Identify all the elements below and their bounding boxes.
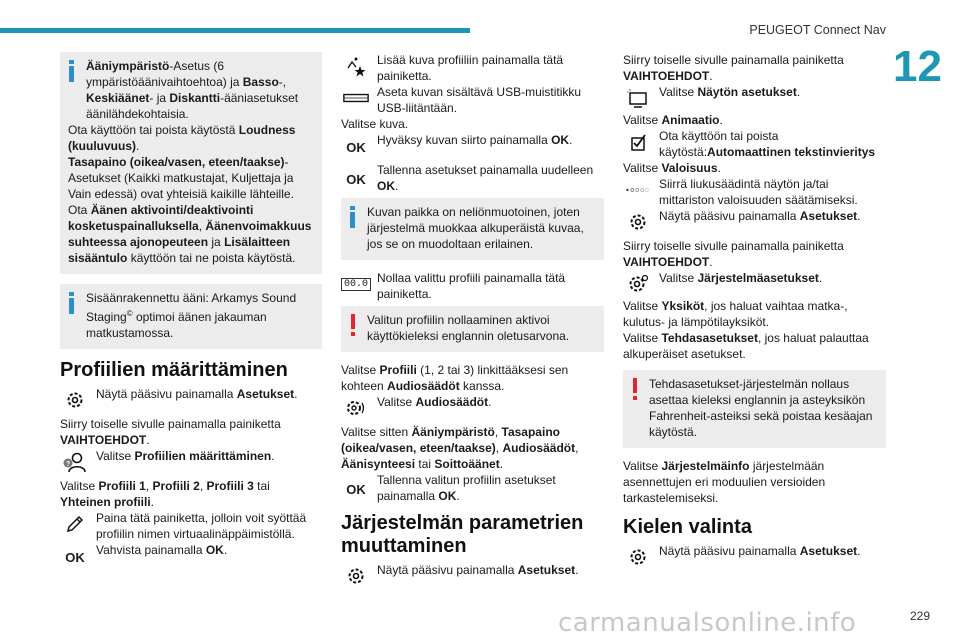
column-3	[623, 52, 886, 565]
info-paragraph: Ota käyttöön tai poista käytöstä Loudness (kuuluvuus).	[68, 123, 296, 153]
step-text: Lisää kuva profiiliin painamalla tätä painiketta.	[377, 53, 564, 83]
info-paragraph: Ota Äänen aktivointi/deaktivointi kosketuspainalluksella, Äänenvoimakkuus suhteessa ajonopeuteen ja Lisälaitteen sisääntulo käyttöön tai ne poista käytöstä.	[68, 203, 312, 265]
paragraph: Siirry toiselle sivulle painamalla painiketta VAIHTOEHDOT.	[623, 239, 844, 269]
info-icon	[69, 292, 74, 314]
step-row	[341, 162, 604, 194]
warning-paragraph: Tehdasasetukset-järjestelmän nollaus asettaa kieleksi englannin ja asteyksikön Fahrenheit-asteiksi sekä poistaa kesäajan käytöstä.	[649, 377, 873, 439]
monitor-icon	[625, 86, 651, 110]
reset-counter-icon	[343, 272, 369, 296]
info-icon	[350, 206, 355, 228]
step-text: Siirrä liukusäädintä näytön ja/tai mittariston valoisuuden säätämiseksi.	[659, 177, 858, 207]
step-text: Paina tätä painiketta, jolloin voit syöttää profiilin nimen virtuaalinäppäimistöllä.	[96, 511, 307, 541]
step-row	[341, 562, 604, 584]
step-row	[623, 270, 886, 298]
step-row	[623, 128, 886, 160]
info-paragraph: Tasapaino (oikea/vasen, eteen/taakse)-Asetukset (Kaikki matkustajat, Kuljettaja ja Vain edessä) ovat yhteisiä kaikille lähteille.	[68, 155, 294, 201]
reset-counter-label: 00.0	[341, 278, 371, 291]
pencil-icon	[62, 512, 88, 536]
section-title-system: Järjestelmän parametrien muuttaminen	[341, 512, 584, 557]
step-row	[341, 394, 604, 416]
paragraph: Valitse kuva.	[341, 117, 409, 131]
step-text: Aseta kuvan sisältävä USB-muistitikku USB-liitäntään.	[377, 85, 582, 115]
svg-text:?: ?	[66, 461, 71, 468]
step-text: Tallenna asetukset painamalla uudelleen OK.	[377, 163, 594, 193]
step-row	[623, 176, 886, 208]
paragraph: Valitse Animaatio.	[623, 113, 723, 127]
gear-icon	[62, 388, 88, 412]
paragraph: Valitse Valoisuus.	[623, 161, 721, 175]
profile-icon	[62, 450, 88, 474]
step-text: Valitse Järjestelmäasetukset.	[659, 271, 823, 285]
step-row	[60, 542, 322, 564]
paragraph: Valitse Profiili 1, Profiili 2, Profiili 3 tai Yhteinen profiili.	[60, 479, 270, 509]
step-text: Näytä pääsivu painamalla Asetukset.	[96, 387, 298, 401]
step-row	[341, 132, 604, 162]
warning-paragraph: Valitun profiilin nollaaminen aktivoi käyttökieleksi englannin oletusarvona.	[367, 313, 570, 343]
gear-system-icon	[625, 272, 651, 296]
step-text: Tallenna valitun profiilin asetukset painamalla OK.	[377, 473, 556, 503]
info-box-image	[341, 198, 604, 260]
paragraph: Valitse sitten Ääniympäristö, Tasapaino (oikea/vasen, eteen/taakse), Audiosäädöt, Äänisynteesi tai Soittoäänet.	[341, 425, 579, 471]
watermark: carmanualsonline.info	[558, 608, 857, 638]
warning-icon	[351, 314, 355, 336]
section-title-language: Kielen valinta	[623, 516, 752, 538]
step-row	[60, 448, 322, 470]
step-row	[60, 386, 322, 408]
image-star-icon	[343, 54, 369, 78]
step-row	[623, 84, 886, 112]
info-box-arkamys	[60, 284, 322, 349]
paragraph: Valitse Yksiköt, jos haluat vaihtaa matka-, kulutus- ja lämpötilayksiköt.	[623, 299, 848, 329]
step-row	[341, 52, 604, 84]
ok-label: OK	[346, 482, 366, 497]
column-2	[341, 52, 604, 584]
step-row	[341, 270, 604, 302]
gear-icon	[625, 210, 651, 234]
paragraph: Valitse Profiili (1, 2 tai 3) linkittääksesi sen kohteen Audiosäädöt kanssa.	[341, 363, 569, 393]
info-box-sound	[60, 52, 322, 274]
gear-audio-icon	[343, 396, 369, 420]
info-paragraph: Kuvan paikka on neliönmuotoinen, joten järjestelmä muokkaa alkuperäistä kuvaa, jos se on muodoltaan erilainen.	[367, 205, 584, 251]
step-text: Hyväksy kuvan siirto painamalla OK.	[377, 133, 573, 147]
section-title-profiles: Profiilien määrittäminen	[60, 359, 288, 381]
ok-label: OK	[346, 140, 366, 155]
step-text: Nollaa valittu profiili painamalla tätä painiketta.	[377, 271, 566, 301]
step-row	[623, 543, 886, 565]
paragraph: Valitse Tehdasasetukset, jos haluat palauttaa alkuperäiset asetukset.	[623, 331, 869, 361]
step-text: Näytä pääsivu painamalla Asetukset.	[659, 544, 861, 558]
warning-icon	[633, 378, 637, 400]
paragraph: Valitse Järjestelmäinfo järjestelmään asennettujen eri moduulien versioiden tarkastelemiseksi.	[623, 459, 826, 505]
header-accent-bar	[0, 28, 470, 33]
info-paragraph: Sisäänrakennettu ääni: Arkamys Sound Staging© optimoi äänen jakauman matkustamossa.	[86, 291, 297, 340]
warning-box-profile	[341, 306, 604, 352]
column-1	[60, 52, 322, 564]
step-text: Vahvista painamalla OK.	[96, 543, 228, 557]
checkbox-icon	[625, 130, 651, 154]
info-paragraph: Ääniympäristö-Asetus (6 ympäristöäänivaihtoehtoa) ja Basso-, Keskiäänet- ja Diskantti-ääniasetukset äänilähdekohtaisia.	[86, 59, 299, 121]
gear-icon	[343, 564, 369, 588]
usb-stick-icon	[343, 86, 369, 110]
paragraph: Siirry toiselle sivulle painamalla painiketta VAIHTOEHDOT.	[623, 53, 844, 83]
page-number: 229	[909, 609, 930, 623]
step-row	[341, 84, 604, 116]
step-text: Valitse Audiosäädöt.	[377, 395, 492, 409]
warning-box-factory	[623, 370, 886, 448]
paragraph: Siirry toiselle sivulle painamalla painiketta VAIHTOEHDOT.	[60, 417, 281, 447]
ok-label: OK	[65, 550, 85, 565]
info-icon	[69, 60, 74, 82]
step-text: Valitse Näytön asetukset.	[659, 85, 801, 99]
chapter-number: 12	[893, 42, 942, 91]
step-row	[341, 472, 604, 504]
step-text: Ota käyttöön tai poista käytöstä:Automaattinen tekstinvieritys	[659, 129, 876, 159]
gear-icon	[625, 545, 651, 569]
brightness-dots-icon	[625, 178, 651, 202]
step-row	[623, 208, 886, 230]
step-text: Valitse Profiilien määrittäminen.	[96, 449, 275, 463]
step-row	[60, 510, 322, 542]
step-text: Näytä pääsivu painamalla Asetukset.	[659, 209, 861, 223]
ok-label: OK	[346, 172, 366, 187]
step-text: Näytä pääsivu painamalla Asetukset.	[377, 563, 579, 577]
header-title: PEUGEOT Connect Nav	[749, 23, 886, 37]
